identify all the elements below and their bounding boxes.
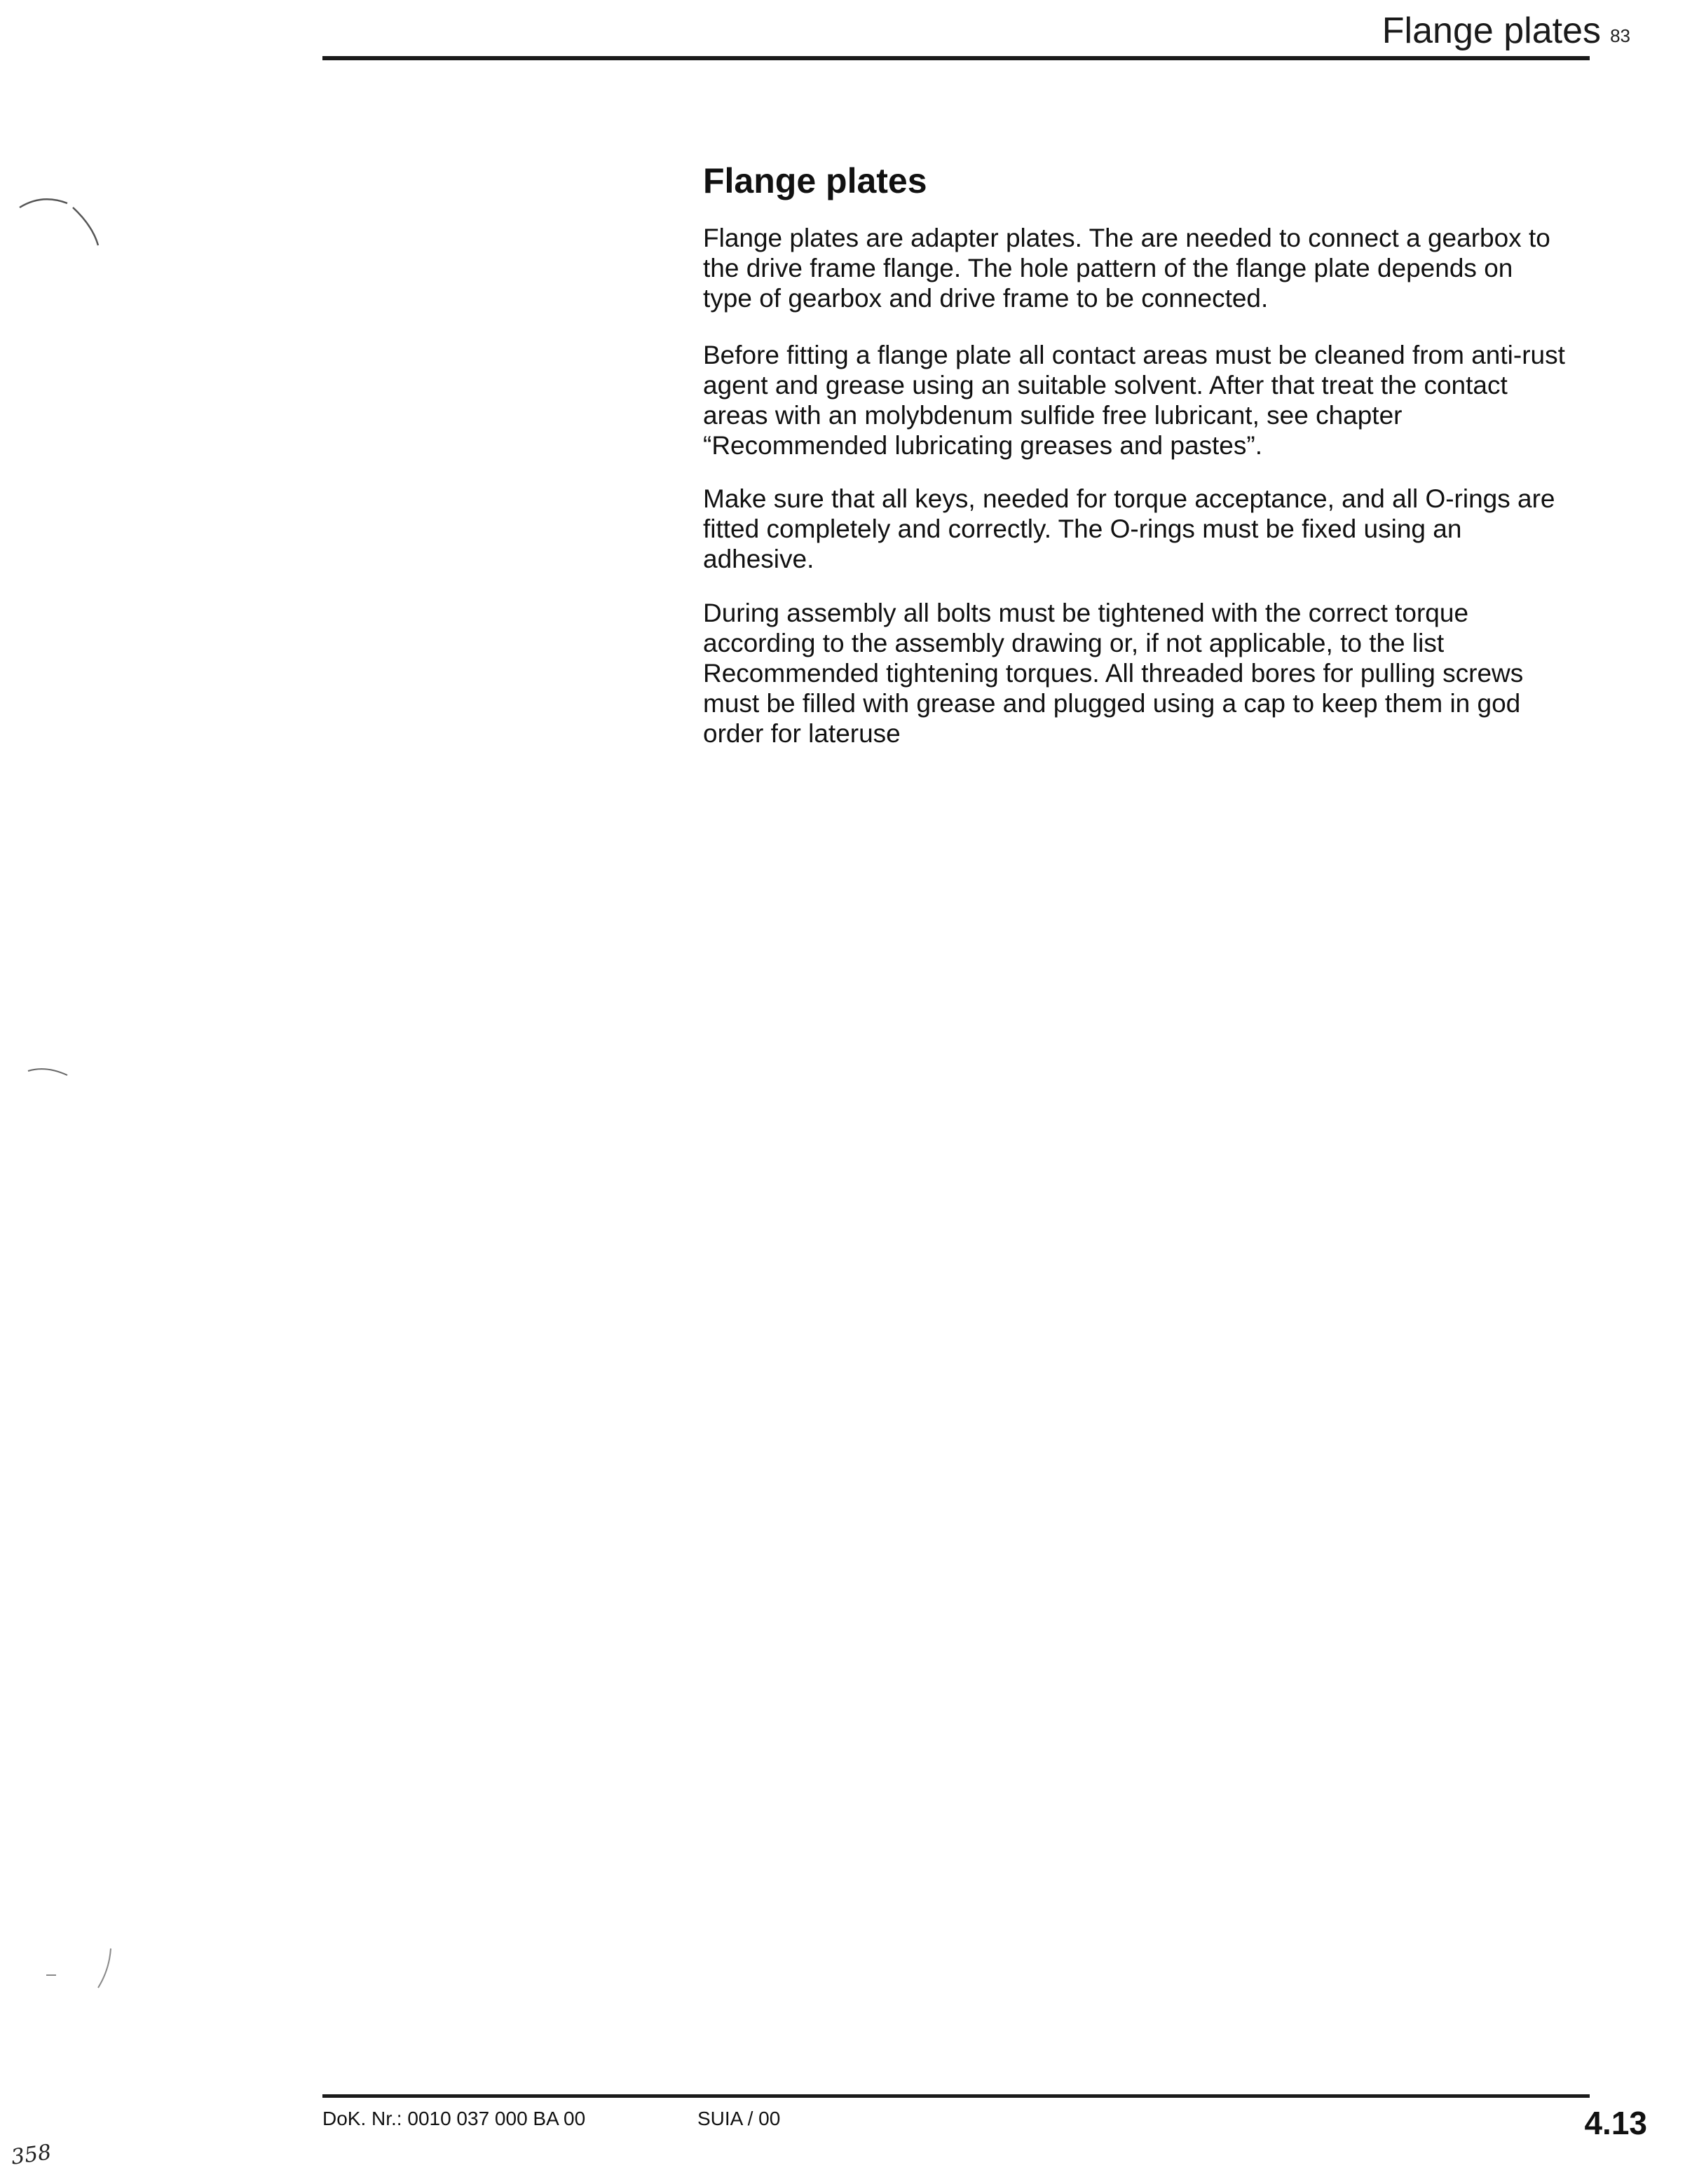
footer-rule — [322, 2094, 1590, 2098]
footer-document-number: DoK. Nr.: 0010 037 000 BA 00 — [322, 2108, 586, 2129]
paragraph-cleaning: Before fitting a flange plate all contact areas must be cleaned from anti-rust agent and grease using an suitable solvent. After that treat the contact areas with an molybdenum sulfide free lubricant, see chapter “Recommended lubricating greases and pastes”. — [703, 341, 1565, 460]
header-rule — [322, 56, 1590, 60]
footer-page-number: 4.13 — [1584, 2105, 1647, 2141]
running-header-title: Flange plates — [1382, 11, 1601, 51]
handwritten-page-number: 358 — [9, 2140, 53, 2170]
footer-revision: SUIA / 00 — [697, 2108, 781, 2129]
paragraph-intro: Flange plates are adapter plates. The are needed to connect a gearbox to the drive frame flange. The hole pattern of the flange plate depends on type of gearbox and drive frame to be connected. — [703, 224, 1550, 313]
paragraph-assembly: During assembly all bolts must be tightened with the correct torque according to the assembly drawing or, if not applicable, to the list Recommended tightening torques. All threaded bores for pulling screws must be filled with grease and plugged using a cap to keep them in god order for lateruse — [703, 599, 1524, 748]
section-heading: Flange plates — [703, 161, 927, 200]
scan-mark-mid-left — [28, 1069, 67, 1075]
scan-mark-top-left — [20, 199, 98, 245]
scan-mark-bottom-left — [98, 1948, 111, 1988]
running-header-page-number: 83 — [1610, 25, 1630, 46]
paragraph-keys-orings: Make sure that all keys, needed for torque acceptance, and all O-rings are fitted completely and correctly. The O-rings must be fixed using an adhesive. — [703, 484, 1555, 573]
